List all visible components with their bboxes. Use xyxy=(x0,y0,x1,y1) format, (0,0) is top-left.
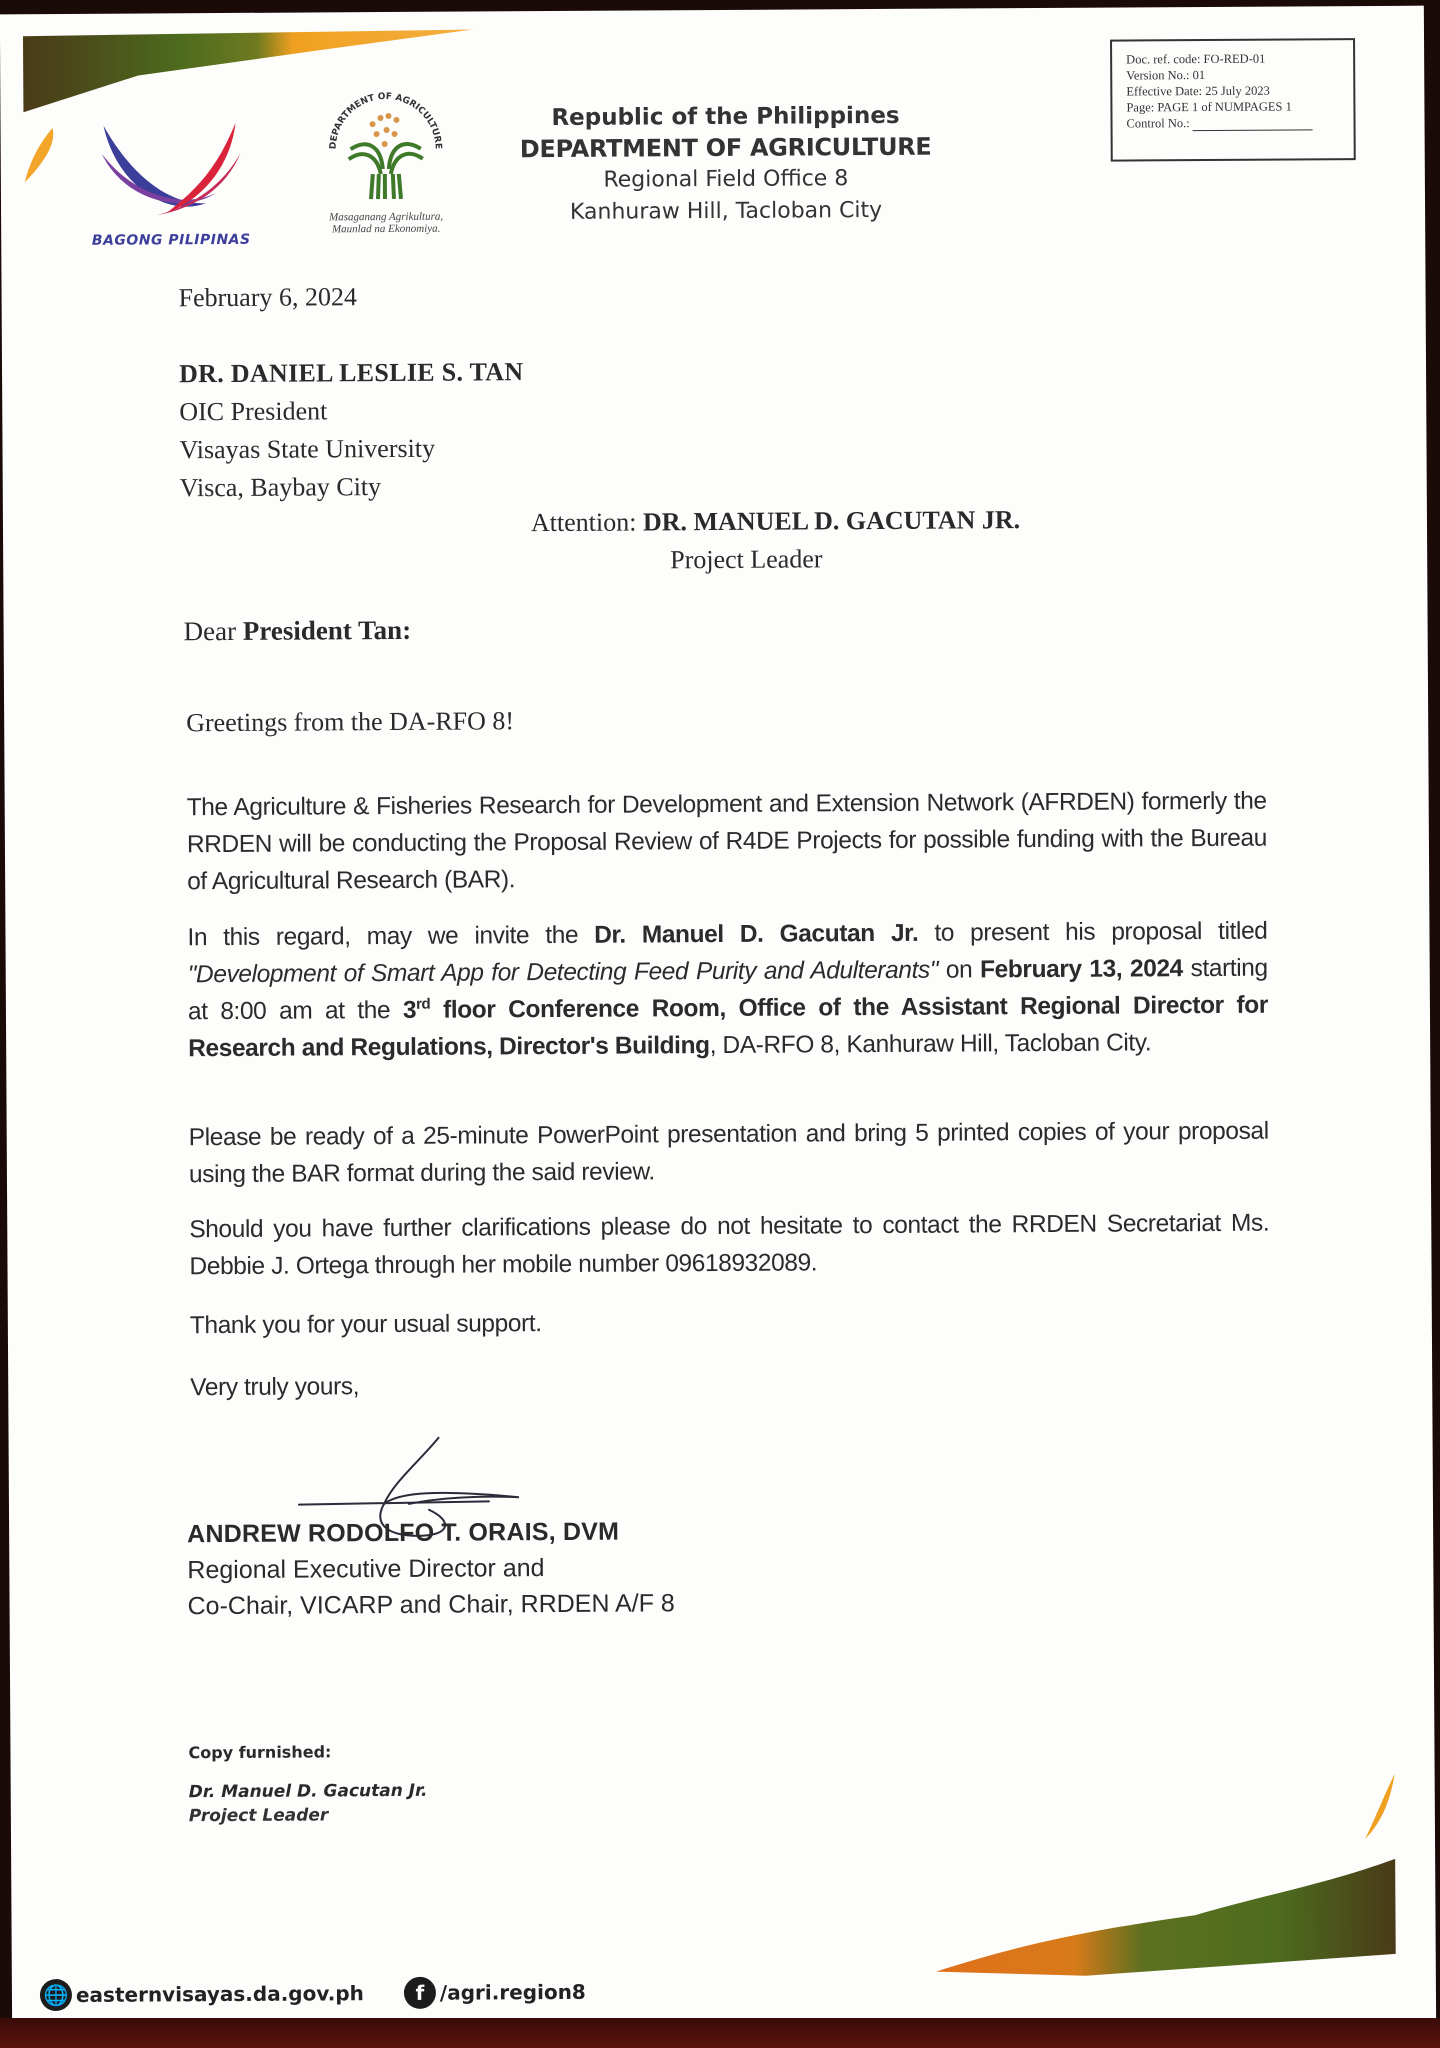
doc-ref-code: Doc. ref. code: FO-RED-01 xyxy=(1126,51,1266,67)
letterhead-republic: Republic of the Philippines xyxy=(551,102,900,132)
signatory-block xyxy=(187,1513,675,1624)
control-no-label: Control No.: xyxy=(1126,116,1190,131)
website-link[interactable]: easternvisayas.da.gov.ph xyxy=(75,1981,364,2007)
addressee-title: OIC President xyxy=(179,396,328,427)
p2-venue-room: floor Conference Room, Office of the Assistant Regional Director for Research and Regulations, Director's Building xyxy=(188,991,1268,1063)
addressee-block xyxy=(179,353,524,507)
letterhead-address: Kanhuraw Hill, Tacloban City xyxy=(569,197,883,225)
body-paragraph-3: Please be ready of a 25-minute PowerPoint presentation and bring 5 printed copies of your proposal using the BAR format during the said review. xyxy=(188,1117,1269,1189)
bagong-pilipinas-text: BAGONG PILIPINAS xyxy=(91,231,251,249)
signatory-name: ANDREW RODOLFO T. ORAIS, DVM xyxy=(187,1517,620,1549)
control-no-blank xyxy=(1193,129,1313,131)
doc-control-no xyxy=(1126,114,1339,131)
da-seal-logo xyxy=(285,73,486,235)
copy-furnished-label: Copy furnished: xyxy=(188,1742,332,1763)
closing: Very truly yours, xyxy=(190,1373,360,1402)
da-seal-icon xyxy=(320,74,451,205)
p2-venue-floor: 3 xyxy=(402,996,417,1024)
footer-facebook[interactable] xyxy=(404,1976,586,2009)
letter-page xyxy=(0,6,1436,2033)
attention-block xyxy=(531,501,1021,580)
leaf-decoration xyxy=(21,124,61,184)
attention-name: DR. MANUEL D. GACUTAN JR. xyxy=(642,505,1021,537)
addressee-address: Visca, Baybay City xyxy=(179,472,382,503)
letterhead-office: Regional Field Office 8 xyxy=(603,166,849,193)
copy-furnished-role: Project Leader xyxy=(188,1805,329,1827)
attention-role: Project Leader xyxy=(670,544,823,575)
p2-text-4: starting at 8:00 am at the xyxy=(187,954,1268,1026)
da-motto-line2: Maunlad na Ekonomiya. xyxy=(331,222,441,236)
page-shadow-edge xyxy=(0,2018,1440,2048)
body-paragraph-1: The Agriculture & Fisheries Research for Development and Extension Network (AFRDEN) formerly the RRDEN will be conducting the Proposal Review of R4DE Projects for possible funding with the Bureau of Agricultural Research (BAR). xyxy=(186,787,1267,896)
footer-swoosh-decoration xyxy=(925,1764,1406,1987)
p2-invitee-name: Dr. Manuel D. Gacutan Jr. xyxy=(594,919,919,949)
p2-text-5: , DA-RFO 8, Kanhuraw Hill, Tacloban City. xyxy=(709,1029,1152,1060)
salutation xyxy=(184,615,412,647)
da-motto xyxy=(286,210,486,235)
salutation-prefix: Dear xyxy=(183,615,243,647)
p2-text-2: to present his proposal titled xyxy=(918,917,1268,947)
da-seal-ring-text: DEPARTMENT OF AGRICULTURE xyxy=(328,91,443,150)
bagong-pilipinas-logo xyxy=(80,113,261,249)
copy-furnished-block xyxy=(188,1742,427,1828)
facebook-link[interactable]: /agri.region8 xyxy=(439,1979,586,2005)
addressee-name: DR. DANIEL LESLIE S. TAN xyxy=(178,357,524,389)
letterhead xyxy=(505,101,946,230)
globe-icon: 🌐 xyxy=(40,1979,72,2011)
addressee-org: Visayas State University xyxy=(179,433,436,465)
p2-text-3: on xyxy=(938,956,981,984)
body-paragraph-4: Should you have further clarifications please do not hesitate to contact the RRDEN Secretariat Ms. Debbie J. Ortega through her mobile number 09618932089. xyxy=(189,1209,1270,1281)
p2-review-date: February 13, 2024 xyxy=(979,955,1183,984)
attention-label: Attention: xyxy=(530,507,637,538)
bagong-pilipinas-emblem-icon xyxy=(95,113,246,224)
salutation-name: President Tan: xyxy=(242,614,412,646)
facebook-icon: f xyxy=(404,1977,436,2009)
body-paragraph-5: Thank you for your usual support. xyxy=(189,1310,542,1340)
doc-version: Version No.: 01 xyxy=(1126,68,1206,83)
signatory-title-1: Regional Executive Director and xyxy=(187,1554,545,1585)
letterhead-department: DEPARTMENT OF AGRICULTURE xyxy=(519,132,932,164)
copy-furnished-name: Dr. Manuel D. Gacutan Jr. xyxy=(188,1780,428,1803)
greeting: Greetings from the DA-RFO 8! xyxy=(186,706,515,738)
body-paragraph-2 xyxy=(187,913,1268,1068)
p2-proposal-title: "Development of Smart App for Detecting Feed Purity and Adulterants" xyxy=(187,956,939,989)
p2-text-1: In this regard, may we invite the xyxy=(187,921,595,952)
signatory-title-2: Co-Chair, VICARP and Chair, RRDEN A/F 8 xyxy=(187,1589,675,1621)
doc-effective-date: Effective Date: 25 July 2023 xyxy=(1126,83,1270,99)
document-reference-box xyxy=(1110,38,1356,161)
da-motto-line1: Masaganang Agrikultura, xyxy=(329,210,444,224)
p2-venue-floor-suffix: rd xyxy=(416,995,431,1013)
footer-website[interactable] xyxy=(40,1977,364,2011)
letter-date: February 6, 2024 xyxy=(178,282,358,313)
footer xyxy=(40,1976,626,2012)
doc-page: Page: PAGE 1 of NUMPAGES 1 xyxy=(1126,99,1292,115)
